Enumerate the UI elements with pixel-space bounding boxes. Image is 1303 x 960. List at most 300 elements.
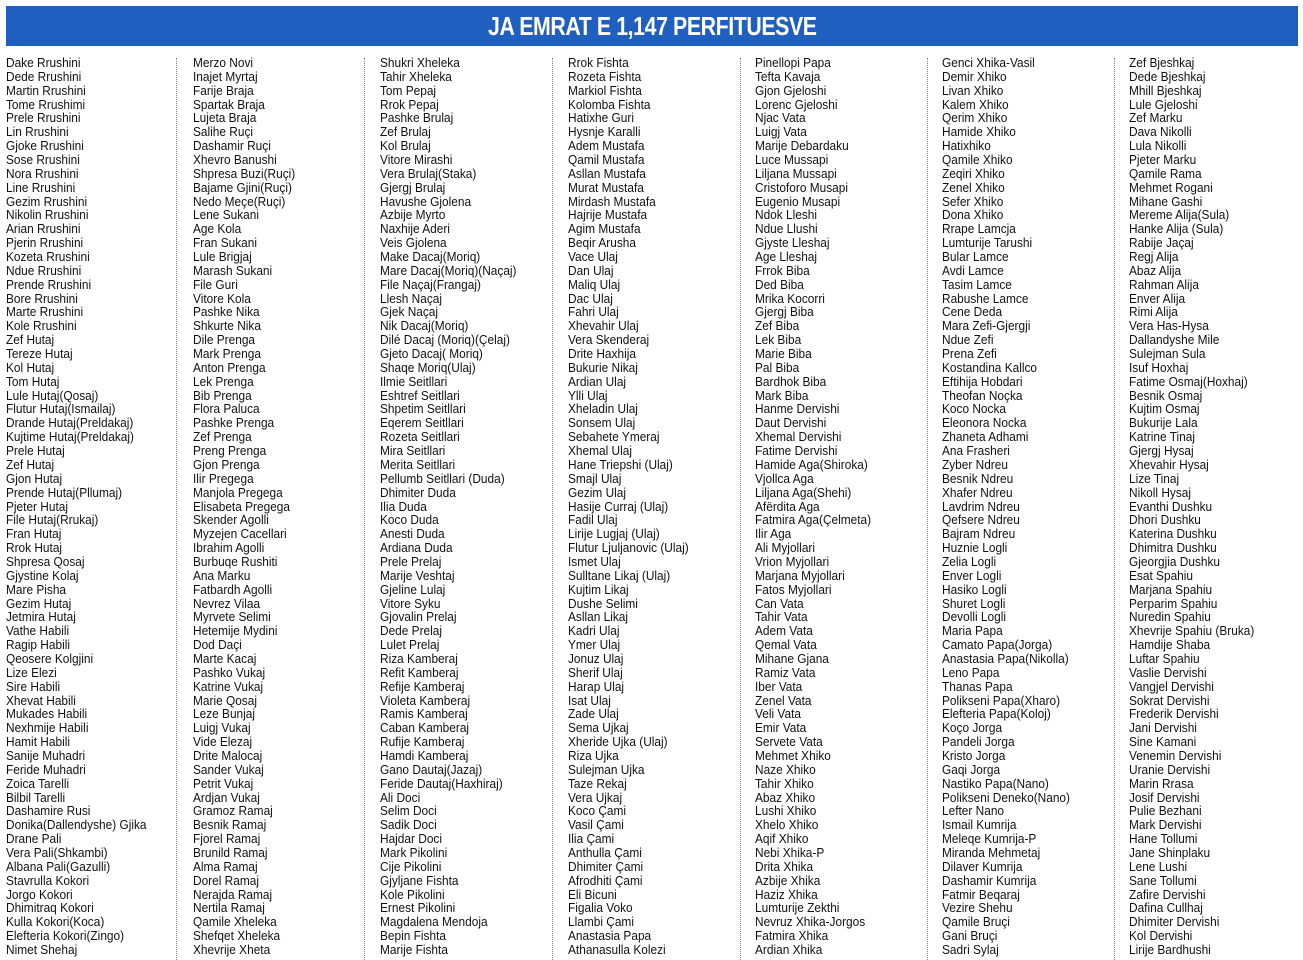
list-item: Bilbil Tarelli <box>6 789 66 805</box>
list-item: Mhill Bjeshkaj <box>1129 82 1202 98</box>
list-item: Devolli Logli <box>942 609 1006 625</box>
list-item: Zef Brulaj <box>380 124 431 140</box>
list-item: Line Rrushini <box>6 179 76 195</box>
list-item: Tefta Kavaja <box>755 68 821 84</box>
list-item: Dile Prenga <box>193 332 256 348</box>
list-item: Ali Myjollari <box>755 540 816 556</box>
list-item: Xhemal Ulaj <box>568 443 632 459</box>
list-item: Bukurije Lala <box>1129 415 1198 431</box>
list-item: Mirdash Mustafa <box>568 193 656 209</box>
list-item: Koço Jorga <box>942 720 1003 736</box>
list-item: Brunild Ramaj <box>193 844 268 860</box>
list-item: Eugenio Musapi <box>755 193 841 209</box>
list-item: Dushe Selimi <box>568 595 638 611</box>
list-item: Pellumb Seitllari (Duda) <box>380 470 505 486</box>
list-item: Livan Xhiko <box>942 82 1004 98</box>
list-item: Veis Gjolena <box>380 235 447 251</box>
list-item: Mare Dacaj(Moriq)(Naçaj) <box>380 262 517 278</box>
list-item: Xhevat Habili <box>6 692 76 708</box>
list-item: Shefqet Xheleka <box>193 928 281 944</box>
list-item: Hamit Habili <box>6 734 70 750</box>
list-item: Ibrahim Agolli <box>193 540 265 556</box>
list-item: Enver Logli <box>942 567 1002 583</box>
list-item: Shuret Logli <box>942 595 1006 611</box>
list-item: Ilia Çami <box>568 831 615 847</box>
list-item: Rrok Hutaj <box>6 540 63 556</box>
list-item: Sema Ujkaj <box>568 720 629 736</box>
list-item: Zyber Ndreu <box>942 456 1008 472</box>
list-item: Tahir Vata <box>755 609 808 625</box>
list-item: Isat Ulaj <box>568 692 611 708</box>
list-item: Gjergj Hysaj <box>1129 443 1194 459</box>
list-item: Refit Kamberaj <box>380 664 459 680</box>
list-item: Gramoz Ramaj <box>193 803 273 819</box>
list-item: Ramiz Vata <box>755 664 816 680</box>
list-item: Shkurte Nika <box>193 318 261 334</box>
list-item: Hamdije Shaba <box>1129 637 1211 653</box>
list-item: Alma Ramaj <box>193 858 258 874</box>
list-item: Ilia Duda <box>380 498 427 514</box>
list-item: Lize Elezi <box>6 664 57 680</box>
list-item: Fatime Dervishi <box>755 443 838 459</box>
list-item: Dona Xhiko <box>942 207 1004 223</box>
list-item: Marije Fishta <box>380 942 448 957</box>
list-item: Bajram Ndreu <box>942 526 1016 542</box>
list-item: Dallandyshe Mile <box>1129 332 1220 348</box>
list-item: Iber Vata <box>755 678 803 694</box>
list-item: Vitore Syku <box>380 595 441 611</box>
list-item: Servete Vata <box>755 734 823 750</box>
list-item: Vera Skenderaj <box>568 332 650 348</box>
list-item: Gjyljane Fishta <box>380 872 459 888</box>
list-item: Mira Seitllari <box>380 443 446 459</box>
list-item: Lirije Bardhushi <box>1129 942 1211 957</box>
list-item: Figalia Voko <box>568 900 633 916</box>
list-item: Qamile Rama <box>1129 165 1202 181</box>
list-item: Shpresa Qosaj <box>6 553 85 569</box>
list-item: Lujeta Braja <box>193 110 257 126</box>
list-item: Ndue Llushi <box>755 221 818 237</box>
list-item: Aqif Xhiko <box>755 831 809 847</box>
list-item: Sane Tollumi <box>1129 872 1197 888</box>
list-item: Vangjel Dervishi <box>1129 678 1214 694</box>
list-item: Llambi Çami <box>568 914 634 930</box>
list-item: Qamile Bruçi <box>942 914 1010 930</box>
list-item: Dilaver Kumrija <box>942 858 1023 874</box>
list-item: Dorel Ramaj <box>193 872 259 888</box>
list-item: Lavdrim Ndreu <box>942 498 1020 514</box>
list-item: Naze Xhiko <box>755 761 816 777</box>
list-item: Zef Hutaj <box>6 456 55 472</box>
list-item: Lorenc Gjeloshi <box>755 96 838 112</box>
list-item: Gjergj Biba <box>755 304 814 320</box>
list-item: Bardhok Biba <box>755 373 827 389</box>
list-item: Riza Kamberaj <box>380 650 458 666</box>
list-item: Nuredin Spahiu <box>1129 609 1211 625</box>
list-item: Hanme Dervishi <box>755 401 840 417</box>
list-item: Anastasia Papa(Nikolla) <box>942 650 1069 666</box>
list-item: Jonuz Ulaj <box>568 650 624 666</box>
list-item: Marin Rrasa <box>1129 775 1194 791</box>
list-item: Zef Bjeshkaj <box>1129 56 1195 70</box>
list-item: Azbije Xhika <box>755 872 821 888</box>
list-item: Vjollca Aga <box>755 470 814 486</box>
list-item: Rozeta Fishta <box>568 68 642 84</box>
list-item: Fatbardh Agolli <box>193 581 273 597</box>
list-item: Kostandina Kallco <box>942 359 1038 375</box>
list-item: Ded Biba <box>755 276 804 292</box>
list-item: Lene Sukani <box>193 207 259 223</box>
list-item: Ernest Pikolini <box>380 900 456 916</box>
list-item: Sadik Doci <box>380 817 437 833</box>
list-item: Mehmet Xhiko <box>755 747 831 763</box>
list-item: Lefter Nano <box>942 803 1005 819</box>
list-item: Vera Pali(Shkambi) <box>6 844 108 860</box>
list-item: Eshtref Seitllari <box>380 387 460 403</box>
list-item: Can Vata <box>755 595 804 611</box>
list-item: Haziz Xhika <box>755 886 818 902</box>
list-item: Rozeta Seitllari <box>380 429 460 445</box>
list-item: Mara Zefi-Gjergji <box>942 318 1031 334</box>
list-item: Harap Ulaj <box>568 678 625 694</box>
list-item: Myrvete Selimi <box>193 609 271 625</box>
list-item: Sulltane Likaj (Ulaj) <box>568 567 671 583</box>
list-item: Dhimiter Dervishi <box>1129 914 1220 930</box>
list-item: Xhevrije Spahiu (Bruka) <box>1129 623 1255 639</box>
names-column-5 <box>755 56 925 960</box>
list-item: Rrok Fishta <box>568 56 629 70</box>
list-item: Drande Hutaj(Preldakaj) <box>6 415 134 431</box>
list-item: Sose Rrushini <box>6 152 80 168</box>
list-item: Marije Debardaku <box>755 138 849 154</box>
list-item: Prele Hutaj <box>6 443 65 459</box>
list-item: Hamdi Kamberaj <box>380 747 469 763</box>
list-item: Xhevahir Hysaj <box>1129 456 1209 472</box>
list-item: Cije Pikolini <box>380 858 442 874</box>
list-item: Jane Shinplaku <box>1129 844 1211 860</box>
list-item: Nerajda Ramaj <box>193 886 273 902</box>
list-item: Gano Dautaj(Jazaj) <box>380 761 483 777</box>
list-item: Qamil Mustafa <box>568 152 645 168</box>
list-item: Xheride Ujka (Ulaj) <box>568 734 668 750</box>
list-item: Lushi Xhiko <box>755 803 817 819</box>
list-item: Isuf Hoxhaj <box>1129 359 1189 375</box>
list-item: Uranie Dervishi <box>1129 761 1211 777</box>
list-item: Bular Lamce <box>942 249 1009 265</box>
list-item: Gezim Ulaj <box>568 484 627 500</box>
list-item: Refije Kamberaj <box>380 678 465 694</box>
list-item: Pinellopi Papa <box>755 56 831 70</box>
list-item: Dashamir Ruçi <box>193 138 271 154</box>
list-item: Besnik Ndreu <box>942 470 1014 486</box>
list-item: Gjovalin Prelaj <box>380 609 457 625</box>
list-item: Hanke Alija (Sula) <box>1129 221 1224 237</box>
list-item: Marte Kacaj <box>193 650 257 666</box>
list-item: Ndok Lleshi <box>755 207 818 223</box>
list-item: Zeqiri Xhiko <box>942 165 1005 181</box>
list-item: Dan Ulaj <box>568 262 614 278</box>
list-item: Xhafer Ndreu <box>942 484 1013 500</box>
list-item: Gani Bruçi <box>942 928 998 944</box>
names-column-3 <box>380 56 550 960</box>
list-item: Regj Alija <box>1129 249 1179 265</box>
list-item: Drite Malocaj <box>193 747 263 763</box>
list-item: Qamile Xhiko <box>942 152 1013 168</box>
list-item: Zef Prenga <box>193 429 252 445</box>
list-item: Hamide Aga(Shiroka) <box>755 456 868 472</box>
list-item: Mrika Kocorri <box>755 290 825 306</box>
list-item: Theofan Noçka <box>942 387 1023 403</box>
list-item: Zoica Tarelli <box>6 775 70 791</box>
list-item: Ardjan Vukaj <box>193 789 260 805</box>
list-item: Besnik Osmaj <box>1129 387 1203 403</box>
list-item: Vera Ujkaj <box>568 789 623 805</box>
list-item: Sokrat Dervishi <box>1129 692 1210 708</box>
list-item: Sander Vukaj <box>193 761 264 777</box>
list-item: Selim Doci <box>380 803 437 819</box>
list-item: Nastiko Papa(Nano) <box>942 775 1049 791</box>
list-item: Ymer Ulaj <box>568 637 621 653</box>
list-item: Kujtime Hutaj(Preldakaj) <box>6 429 134 445</box>
list-item: Afërdita Aga <box>755 498 820 514</box>
list-item: Rabushe Lamce <box>942 290 1029 306</box>
list-item: Bib Prenga <box>193 387 252 403</box>
list-item: Kole Pikolini <box>380 886 445 902</box>
list-item: Marije Veshtaj <box>380 567 455 583</box>
list-item: Smajl Ulaj <box>568 470 622 486</box>
list-item: Marie Qosaj <box>193 692 257 708</box>
list-item: Hajdar Doci <box>380 831 443 847</box>
list-item: Xhelo Xhiko <box>755 817 819 833</box>
list-item: Hatixhe Guri <box>568 110 634 126</box>
list-item: Vide Elezaj <box>193 734 253 750</box>
list-item: Gezim Rrushini <box>6 193 88 209</box>
list-item: Ali Doci <box>380 789 421 805</box>
list-item: Lule Brigjaj <box>193 249 252 265</box>
names-column-4 <box>568 56 738 960</box>
list-item: Demir Xhiko <box>942 68 1007 84</box>
list-item: Shpetim Seitllari <box>380 401 466 417</box>
list-item: Feride Dautaj(Haxhiraj) <box>380 775 503 791</box>
list-item: Mark Biba <box>755 387 809 403</box>
list-item: Hatixhiko <box>942 138 991 154</box>
list-item: Fatmir Beqaraj <box>942 886 1020 902</box>
list-item: Merita Seitllari <box>380 456 456 472</box>
list-item: Dhimiter Duda <box>380 484 456 500</box>
list-item: Nedo Meçe(Ruçi) <box>193 193 286 209</box>
list-item: Dac Ulaj <box>568 290 613 306</box>
list-item: Dhimitra Dushku <box>1129 540 1217 556</box>
list-item: Gjon Prenga <box>193 456 260 472</box>
list-item: Evanthi Dushku <box>1129 498 1213 514</box>
list-item: Albana Pali(Gazulli) <box>6 858 111 874</box>
list-item: Vitore Kola <box>193 290 251 306</box>
list-item: Anesti Duda <box>380 526 445 542</box>
list-item: Maria Papa <box>942 623 1003 639</box>
list-item: Fatos Myjollari <box>755 581 832 597</box>
list-item: Gjon Gjeloshi <box>755 82 827 98</box>
list-item: Rufije Kamberaj <box>380 734 465 750</box>
list-item: Manjola Pregega <box>193 484 283 500</box>
list-item: Nevrez Vilaa <box>193 595 261 611</box>
list-item: Avdi Lamce <box>942 262 1004 278</box>
list-item: Hasije Curraj (Ulaj) <box>568 498 669 514</box>
list-item: Marash Sukani <box>193 262 273 278</box>
list-item: Petrit Vukaj <box>193 775 254 791</box>
list-item: Kol Dervishi <box>1129 928 1193 944</box>
names-columns <box>0 56 1303 960</box>
list-item: Mare Pisha <box>6 581 67 597</box>
list-item: Emir Vata <box>755 720 807 736</box>
list-item: Lumturije Tarushi <box>942 235 1033 251</box>
list-item: Kujtim Osmaj <box>1129 401 1200 417</box>
list-item: Perparim Spahiu <box>1129 595 1218 611</box>
list-item: Prende Hutaj(Pllumaj) <box>6 484 123 500</box>
list-item: Taze Rekaj <box>568 775 627 791</box>
list-item: Fran Sukani <box>193 235 257 251</box>
list-item: Prele Rrushini <box>6 110 81 126</box>
list-item: Gjergj Brulaj <box>380 179 446 195</box>
list-item: Tereze Hutaj <box>6 346 73 362</box>
list-item: Besnik Ramaj <box>193 817 267 833</box>
list-item: Pandeli Jorga <box>942 734 1015 750</box>
list-item: Marie Biba <box>755 346 812 362</box>
list-item: Markiol Fishta <box>568 82 642 98</box>
list-item: Myzejen Cacellari <box>193 526 287 542</box>
list-item: Pashke Nika <box>193 304 260 320</box>
list-item: Drane Pali <box>6 831 62 847</box>
list-item: Luigj Vukaj <box>193 720 251 736</box>
list-item: Fatmira Xhika <box>755 928 829 944</box>
list-item: Arian Rrushini <box>6 221 81 237</box>
list-item: Qeosere Kolgjini <box>6 650 94 666</box>
list-item: Kalem Xhiko <box>942 96 1009 112</box>
list-item: Fatmira Aga(Çelmeta) <box>755 512 872 528</box>
list-item: Ylli Ulaj <box>568 387 608 403</box>
list-item: Kulla Kokori(Koca) <box>6 914 105 930</box>
list-item: Agim Mustafa <box>568 221 641 237</box>
list-item: Kujtim Likaj <box>568 581 629 597</box>
list-item: Skender Agolli <box>193 512 269 528</box>
list-item: Polikseni Deneko(Nano) <box>942 789 1070 805</box>
list-item: Gjeline Lulaj <box>380 581 446 597</box>
list-item: Zef Biba <box>755 318 800 334</box>
list-item: Hetemije Mydini <box>193 623 278 639</box>
list-item: Adem Vata <box>755 623 813 639</box>
list-item: Genci Xhika-Vasil <box>942 56 1035 70</box>
names-column-7 <box>1129 56 1299 960</box>
list-item: Sebahete Ymeraj <box>568 429 660 445</box>
list-item: File Guri <box>193 276 238 292</box>
list-item: Bajame Gjini(Ruçi) <box>193 179 292 195</box>
list-item: Jetmira Hutaj <box>6 609 76 625</box>
list-item: Zhaneta Adhami <box>942 429 1029 445</box>
list-item: Bore Rrushini <box>6 290 78 306</box>
list-item: Naxhije Aderi <box>380 221 450 237</box>
list-item: Nebi Xhika-P <box>755 844 825 860</box>
list-item: File Hutaj(Rrukaj) <box>6 512 99 528</box>
list-item: Dafina Cullhaj <box>1129 900 1203 916</box>
list-item: Mihane Gashi <box>1129 193 1203 209</box>
page-title: JA EMRAT E 1,147 PERFITUESVE <box>487 10 817 41</box>
list-item: Dava Nikolli <box>1129 124 1192 140</box>
list-item: Drita Xhika <box>755 858 814 874</box>
header-banner <box>6 6 1298 46</box>
list-item: Nikoll Hysaj <box>1129 484 1192 500</box>
list-item: Koco Çami <box>568 803 627 819</box>
list-item: Age Kola <box>193 221 242 237</box>
list-item: Marjana Spahiu <box>1129 581 1213 597</box>
list-item: Pashke Brulaj <box>380 110 454 126</box>
list-item: Zelia Logli <box>942 553 997 569</box>
list-item: Elisabeta Pregega <box>193 498 291 514</box>
list-item: Beqir Arusha <box>568 235 636 251</box>
list-item: Mihane Gjana <box>755 650 829 666</box>
list-item: Drite Haxhija <box>568 346 636 362</box>
list-item: Nimet Shehaj <box>6 942 78 957</box>
list-item: Eftihija Hobdari <box>942 373 1023 389</box>
list-item: Lula Nikolli <box>1129 138 1187 154</box>
list-item: Ilmie Seitllari <box>380 373 448 389</box>
list-item: Sadri Sylaj <box>942 942 999 957</box>
list-item: Koco Duda <box>380 512 439 528</box>
list-item: Nik Dacaj(Moriq) <box>380 318 469 334</box>
list-item: Mereme Alija(Sula) <box>1129 207 1230 223</box>
list-item: Preng Prenga <box>193 443 267 459</box>
list-item: Mehmet Rogani <box>1129 179 1213 195</box>
list-item: Sefer Xhiko <box>942 193 1004 209</box>
list-item: Gjeto Dacaj( Moriq) <box>380 346 483 362</box>
list-item: Murat Mustafa <box>568 179 644 195</box>
list-item: Zef Hutaj <box>6 332 55 348</box>
list-item: Cristoforo Musapi <box>755 179 849 195</box>
list-item: Farije Braja <box>193 82 254 98</box>
list-item: Katerina Dushku <box>1129 526 1217 542</box>
list-item: Kristo Jorga <box>942 747 1006 763</box>
list-item: Flutur Ljuljanovic (Ulaj) <box>568 540 689 556</box>
list-item: Magdalena Mendoja <box>380 914 488 930</box>
list-item: Anthulla Çami <box>568 844 642 860</box>
list-item: Luce Mussapi <box>755 152 829 168</box>
list-item: Martin Rrushini <box>6 82 86 98</box>
list-item: Lule Hutaj(Qosaj) <box>6 387 99 403</box>
list-item: Afrodhiti Çami <box>568 872 643 888</box>
list-item: Frrok Biba <box>755 262 810 278</box>
list-item: Vathe Habili <box>6 623 70 639</box>
list-item: Vrion Myjollari <box>755 553 830 569</box>
list-item: Abaz Alija <box>1129 262 1182 278</box>
list-item: Inajet Myrtaj <box>193 68 258 84</box>
list-item: Luigj Vata <box>755 124 807 140</box>
list-item: Gjoke Rrushini <box>6 138 84 154</box>
list-item: Prende Rrushini <box>6 276 92 292</box>
list-item: Vace Ulaj <box>568 249 618 265</box>
list-item: Tahir Xheleka <box>380 68 452 84</box>
list-item: Nikolin Rrushini <box>6 207 89 223</box>
list-item: Dake Rrushini <box>6 56 81 70</box>
list-item: Hajrije Mustafa <box>568 207 648 223</box>
list-item: Vasil Çami <box>568 817 624 833</box>
list-item: Nora Rrushini <box>6 165 79 181</box>
list-item: Luftar Spahiu <box>1129 650 1200 666</box>
list-item: Kozeta Rrushini <box>6 249 90 265</box>
list-item: Rabije Jaçaj <box>1129 235 1194 251</box>
list-item: Dhori Dushku <box>1129 512 1201 528</box>
list-item: Vitore Mirashi <box>380 152 453 168</box>
list-item: Maliq Ulaj <box>568 276 621 292</box>
list-item: Salihe Ruçi <box>193 124 254 140</box>
list-item: Sulejman Ujka <box>568 761 645 777</box>
